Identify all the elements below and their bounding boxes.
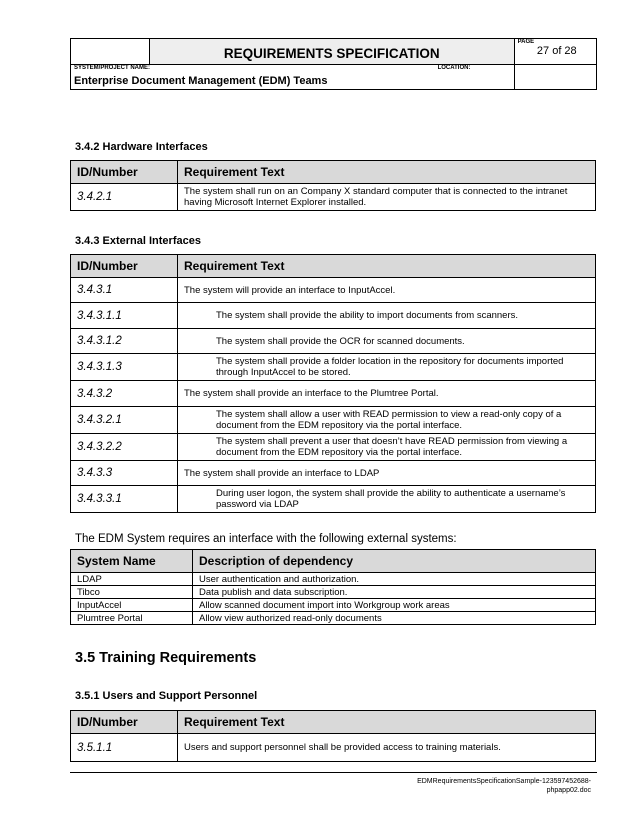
system-name: InputAccel xyxy=(71,599,193,612)
table-row xyxy=(71,381,596,407)
header-logo-cell xyxy=(71,39,150,65)
location-cell xyxy=(437,65,596,90)
table-row xyxy=(71,612,596,625)
section-heading-external: 3.4.3 External Interfaces xyxy=(75,235,201,247)
project-label: SYSTEM/PROJECT NAME: xyxy=(74,65,151,71)
requirement-id: 3.4.3.2.1 xyxy=(71,407,178,434)
footer-rule xyxy=(70,772,597,773)
requirement-text: The system shall run on an Company X standard computer that is connected to the intranet having Microsoft Internet Explorer installed. xyxy=(178,184,596,211)
column-header-text: Requirement Text xyxy=(178,711,596,734)
footer-line-2: phpapp02.doc xyxy=(546,787,591,794)
requirement-id: 3.4.3.2 xyxy=(71,381,178,407)
requirement-text: The system will provide an interface to InputAccel. xyxy=(178,278,596,303)
document-header xyxy=(70,38,597,90)
dependency-description: Data publish and data subscription. xyxy=(193,586,596,599)
requirement-text: The system shall provide the ability to import documents from scanners. xyxy=(178,303,596,329)
table-row xyxy=(71,586,596,599)
external-interfaces-table xyxy=(70,254,596,513)
requirement-text: The system shall prevent a user that doesn’t have READ permission from viewing a document from the EDM repository via the portal interface. xyxy=(178,434,596,461)
table-row xyxy=(71,184,596,211)
training-requirements-table xyxy=(70,710,596,762)
column-header-text: Requirement Text xyxy=(178,255,596,278)
column-header-id: ID/Number xyxy=(71,161,178,184)
footer-filename xyxy=(417,777,591,795)
requirement-text: The system shall provide a folder location in the repository for documents imported through InputAccel to be stored. xyxy=(178,354,596,381)
project-name: Enterprise Document Management (EDM) Teams xyxy=(74,75,328,87)
column-header-id: ID/Number xyxy=(71,255,178,278)
requirement-id: 3.4.3.3.1 xyxy=(71,486,178,513)
requirement-id: 3.4.2.1 xyxy=(71,184,178,211)
page-label: PAGE xyxy=(517,39,535,45)
column-header-text: Requirement Text xyxy=(178,161,596,184)
column-header-id: ID/Number xyxy=(71,711,178,734)
requirement-text: The system shall provide an interface to LDAP xyxy=(178,461,596,486)
dependency-description: User authentication and authorization. xyxy=(193,573,596,586)
system-name: LDAP xyxy=(71,573,193,586)
requirement-id: 3.5.1.1 xyxy=(71,734,178,762)
table-row xyxy=(71,354,596,381)
footer-line-1: EDMRequirementsSpecificationSample-123597452688- xyxy=(417,778,591,785)
table-row xyxy=(71,599,596,612)
page-number-cell xyxy=(514,39,596,65)
system-name: Plumtree Portal xyxy=(71,612,193,625)
location-label: LOCATION: xyxy=(437,65,471,71)
requirement-id: 3.4.3.1.2 xyxy=(71,329,178,354)
table-row xyxy=(71,434,596,461)
table-row xyxy=(71,734,596,762)
header-title-cell xyxy=(149,39,514,65)
table-row xyxy=(71,329,596,354)
column-header-description: Description of dependency xyxy=(193,550,596,573)
section-heading-users-support: 3.5.1 Users and Support Personnel xyxy=(75,690,258,702)
requirement-text: The system shall provide an interface to the Plumtree Portal. xyxy=(178,381,596,407)
requirement-id: 3.4.3.2.2 xyxy=(71,434,178,461)
page-title: REQUIREMENTS SPECIFICATION xyxy=(223,46,440,61)
page-number: 27 of 28 xyxy=(536,45,577,57)
table-row xyxy=(71,407,596,434)
section-heading-hardware: 3.4.2 Hardware Interfaces xyxy=(75,141,208,153)
column-header-system: System Name xyxy=(71,550,193,573)
requirement-text: During user logon, the system shall provide the ability to authenticate a username’s password via LDAP xyxy=(178,486,596,513)
table-row xyxy=(71,486,596,513)
dependency-table xyxy=(70,549,596,625)
table-row xyxy=(71,573,596,586)
dependency-intro: The EDM System requires an interface with the following external systems: xyxy=(75,533,457,545)
requirement-id: 3.4.3.1.1 xyxy=(71,303,178,329)
table-row xyxy=(71,461,596,486)
hardware-interfaces-table xyxy=(70,160,596,211)
system-name: Tibco xyxy=(71,586,193,599)
requirement-text: The system shall provide the OCR for scanned documents. xyxy=(178,329,596,354)
dependency-description: Allow scanned document import into Workgroup work areas xyxy=(193,599,596,612)
requirement-id: 3.4.3.1.3 xyxy=(71,354,178,381)
requirement-text: Users and support personnel shall be provided access to training materials. xyxy=(178,734,596,762)
requirement-text: The system shall allow a user with READ permission to view a read-only copy of a document from the EDM repository via the portal interface. xyxy=(178,407,596,434)
dependency-description: Allow view authorized read-only documents xyxy=(193,612,596,625)
table-row xyxy=(71,278,596,303)
table-row xyxy=(71,303,596,329)
requirement-id: 3.4.3.1 xyxy=(71,278,178,303)
requirement-id: 3.4.3.3 xyxy=(71,461,178,486)
section-heading-training: 3.5 Training Requirements xyxy=(75,650,257,666)
